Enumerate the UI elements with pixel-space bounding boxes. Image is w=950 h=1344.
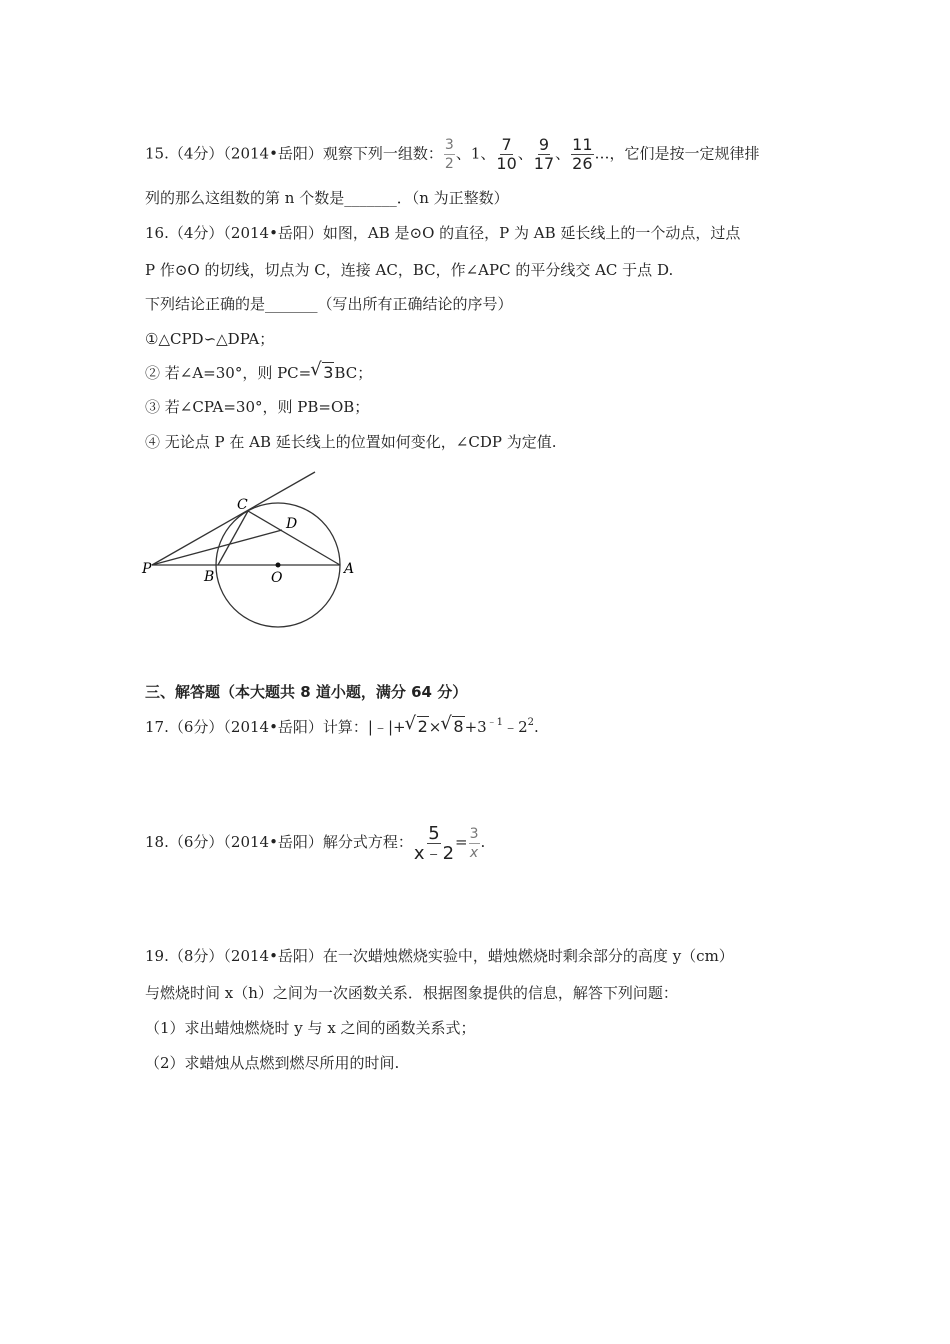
q18-fraction-2 bbox=[469, 825, 480, 862]
q16-option-2 bbox=[145, 362, 372, 384]
q15-f2-num: 7 bbox=[501, 135, 512, 154]
q15-f4-den: 26 bbox=[572, 154, 593, 173]
label-c: C bbox=[237, 497, 248, 513]
q19-line3: （1）求出蜡烛燃烧时 y 与 x 之间的函数关系式； bbox=[145, 1019, 476, 1037]
q17-times: × bbox=[428, 718, 442, 736]
q15-f3-den: 17 bbox=[533, 154, 555, 173]
q16-line1: 16.（4分）（2014•岳阳）如图，AB 是⊙O 的直径，P 为 AB 延长线上的一个动点，过点 bbox=[145, 224, 741, 242]
center-point-o bbox=[276, 563, 281, 568]
q17-pre: 17.（6分）（2014•岳阳）计算：|﹣|+ bbox=[145, 718, 406, 736]
q16-option-3: ③ 若∠CPA=30°，则 PB=OB； bbox=[145, 398, 370, 416]
q18-f1-num: 5 bbox=[428, 822, 440, 844]
q15-fraction-1 bbox=[444, 136, 455, 173]
q15-fraction-3 bbox=[534, 136, 554, 173]
q15-sep3: 、 bbox=[555, 144, 571, 163]
section-heading: 三、解答题（本大题共 8 道小题，满分 64 分） bbox=[145, 683, 468, 701]
label-o: O bbox=[271, 570, 283, 586]
q15-sep1: 、1、 bbox=[455, 144, 496, 163]
label-b: B bbox=[204, 569, 215, 585]
q15-f1-num: 3 bbox=[444, 137, 454, 153]
label-d: D bbox=[286, 516, 298, 532]
q15-sep2: 、 bbox=[517, 144, 533, 163]
label-a: A bbox=[344, 561, 355, 577]
q19-line4: （2）求蜡烛从点燃到燃尽所用的时间. bbox=[145, 1054, 400, 1072]
q19-line2: 与燃烧时间 x（h）之间为一次函数关系．根据图象提供的信息，解答下列问题： bbox=[145, 984, 678, 1002]
q15-fraction-4 bbox=[571, 136, 593, 173]
q15-f1-den: 2 bbox=[444, 156, 454, 172]
q15-line2: 列的那么这组数的第 n 个数是_______．（n 为正整数） bbox=[145, 189, 509, 207]
q15-suffix: …，它们是按一定规律排 bbox=[594, 144, 760, 163]
q17-line bbox=[145, 716, 539, 738]
sqrt-symbol bbox=[311, 362, 334, 384]
q17-end: . bbox=[533, 718, 539, 736]
q15-fraction-2 bbox=[496, 136, 516, 173]
q16-opt2-pre: ② 若∠A=30°，则 PC= bbox=[145, 364, 312, 382]
q18-line bbox=[145, 820, 485, 864]
q16-opt2-radicand: 3 bbox=[323, 363, 334, 382]
q19-line1: 19.（8分）（2014•岳阳）在一次蜡烛燃烧实验中，蜡烛燃烧时剩余部分的高度 y（cm） bbox=[145, 947, 734, 965]
sqrt-symbol bbox=[441, 716, 464, 738]
q16-line2: P 作⊙O 的切线，切点为 C，连接 AC，BC，作∠APC 的平分线交 AC 于点 D. bbox=[145, 261, 674, 279]
q17-radicand-2: 8 bbox=[453, 717, 464, 736]
bisector-pd bbox=[152, 530, 282, 565]
q16-option-4: ④ 无论点 P 在 AB 延长线上的位置如何变化，∠CDP 为定值. bbox=[145, 433, 557, 451]
q15-f2-den: 10 bbox=[496, 154, 517, 173]
q15-f4-num: 11 bbox=[572, 135, 593, 154]
geometry-figure bbox=[140, 470, 370, 660]
q15-line1 bbox=[145, 136, 760, 173]
q17-exponent-2: 2 bbox=[527, 717, 534, 728]
q18-f2-num: 3 bbox=[469, 825, 479, 842]
q17-post: +3 bbox=[464, 718, 487, 736]
q15-f3-num: 9 bbox=[538, 135, 550, 154]
q18-f1-den: x﹣2 bbox=[413, 842, 455, 864]
q16-option-1: ①△CPD∽△DPA； bbox=[145, 330, 275, 348]
q15-prefix: 15.（4分）（2014•岳阳）观察下列一组数： bbox=[145, 144, 443, 163]
q18-end: . bbox=[480, 833, 486, 851]
q18-equals: = bbox=[455, 833, 468, 851]
q17-radicand-1: 2 bbox=[417, 717, 428, 736]
q16-opt2-post: BC； bbox=[334, 364, 373, 382]
q18-fraction-1 bbox=[414, 824, 454, 863]
sqrt-symbol bbox=[406, 716, 429, 738]
q16-line3: 下列结论正确的是_______（写出所有正确结论的序号） bbox=[145, 295, 513, 313]
q18-f2-den: x bbox=[469, 844, 479, 861]
q17-mid: ﹣2 bbox=[503, 718, 528, 736]
q17-exponent-1: ﹣1 bbox=[486, 717, 504, 728]
q18-pre: 18.（6分）（2014•岳阳）解分式方程： bbox=[145, 833, 413, 851]
label-p: P bbox=[142, 561, 152, 577]
